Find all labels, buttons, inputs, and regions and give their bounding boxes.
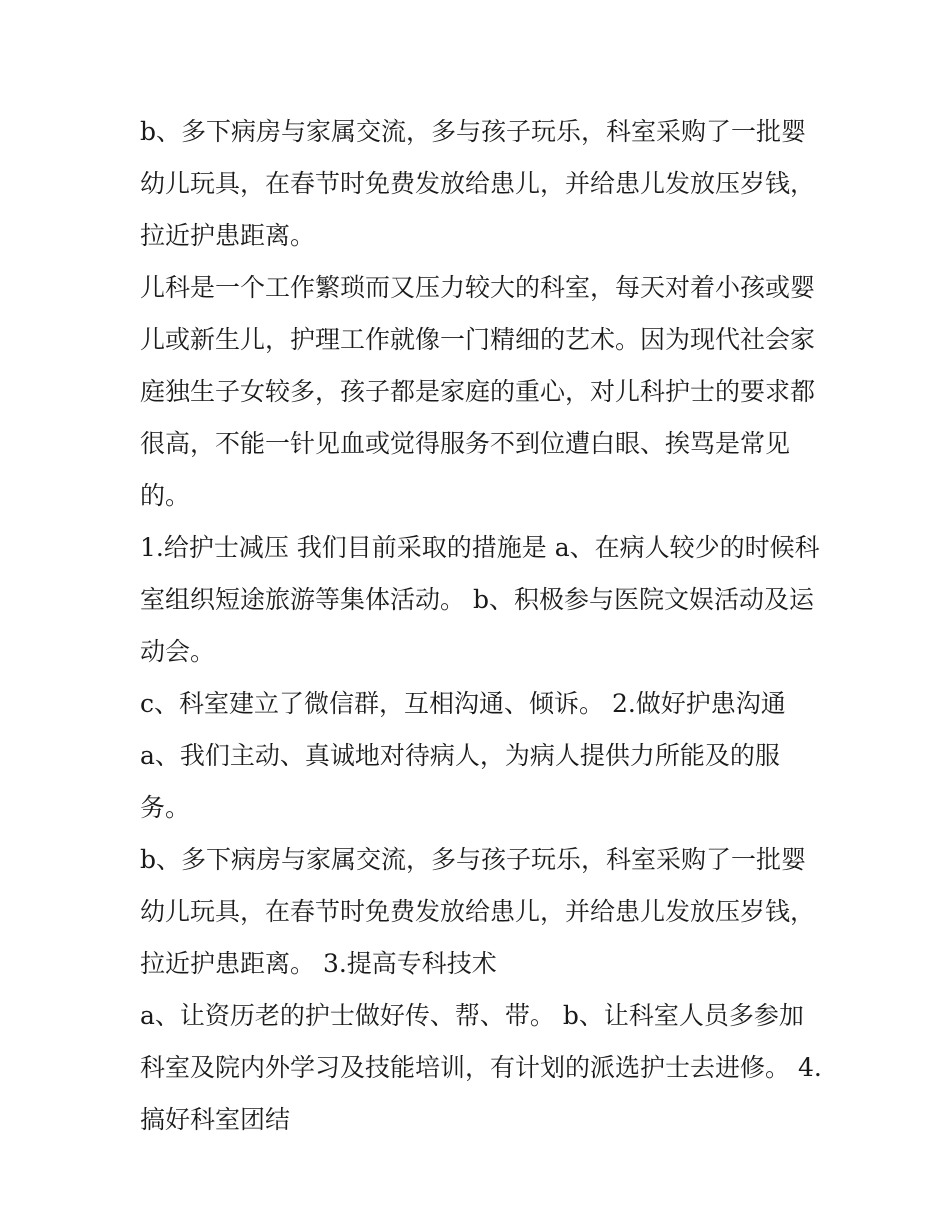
text-line: b、多下病房与家属交流，多与孩子玩乐，科室采购了一批婴 xyxy=(140,117,807,146)
paragraph-stress-relief xyxy=(140,522,820,678)
paragraph-b-ward-communication-repeat xyxy=(140,834,820,990)
text-line: 动会。 xyxy=(140,637,216,666)
text-line: 很高，不能一针见血或觉得服务不到位遭白眼、挨骂是常见 xyxy=(140,429,791,458)
paragraph-mentoring-training xyxy=(140,990,820,1146)
text-line: 务。 xyxy=(140,793,191,822)
text-line: b、多下病房与家属交流，多与孩子玩乐，科室采购了一批婴 xyxy=(140,845,807,874)
document-body xyxy=(140,106,820,1146)
text-line: 幼儿玩具，在春节时免费发放给患儿，并给患儿发放压岁钱， xyxy=(140,169,816,198)
text-line: c、科室建立了微信群，互相沟通、倾诉。 2.做好护患沟通 xyxy=(140,689,786,718)
text-line: a、我们主动、真诚地对待病人，为病人提供力所能及的服 xyxy=(140,741,780,770)
paragraph-sincere-service xyxy=(140,730,820,834)
text-line: 拉近护患距离。 xyxy=(140,221,316,250)
text-line: 儿科是一个工作繁琐而又压力较大的科室，每天对着小孩或婴 xyxy=(140,273,816,302)
text-line: 儿或新生儿，护理工作就像一门精细的艺术。因为现代社会家 xyxy=(140,325,816,354)
text-line: 幼儿玩具，在春节时免费发放给患儿，并给患儿发放压岁钱， xyxy=(140,897,816,926)
text-line: 1.给护士减压 我们目前采取的措施是 a、在病人较少的时候科 xyxy=(140,533,820,562)
paragraph-wechat-group xyxy=(140,678,820,730)
text-line: 科室及院内外学习及技能培训，有计划的派选护士去进修。 4. xyxy=(140,1053,822,1082)
text-line: 室组织短途旅游等集体活动。 b、积极参与医院文娱活动及运 xyxy=(140,585,814,614)
text-line: 的。 xyxy=(140,481,191,510)
text-line: 庭独生子女较多，孩子都是家庭的重心，对儿科护士的要求都 xyxy=(140,377,816,406)
text-line: a、让资历老的护士做好传、帮、带。 b、让科室人员多参加 xyxy=(140,1001,804,1030)
text-line: 拉近护患距离。 3.提高专科技术 xyxy=(140,949,497,978)
text-line: 搞好科室团结 xyxy=(140,1105,291,1134)
paragraph-pediatrics-intro xyxy=(140,262,820,522)
paragraph-b-ward-communication xyxy=(140,106,820,262)
